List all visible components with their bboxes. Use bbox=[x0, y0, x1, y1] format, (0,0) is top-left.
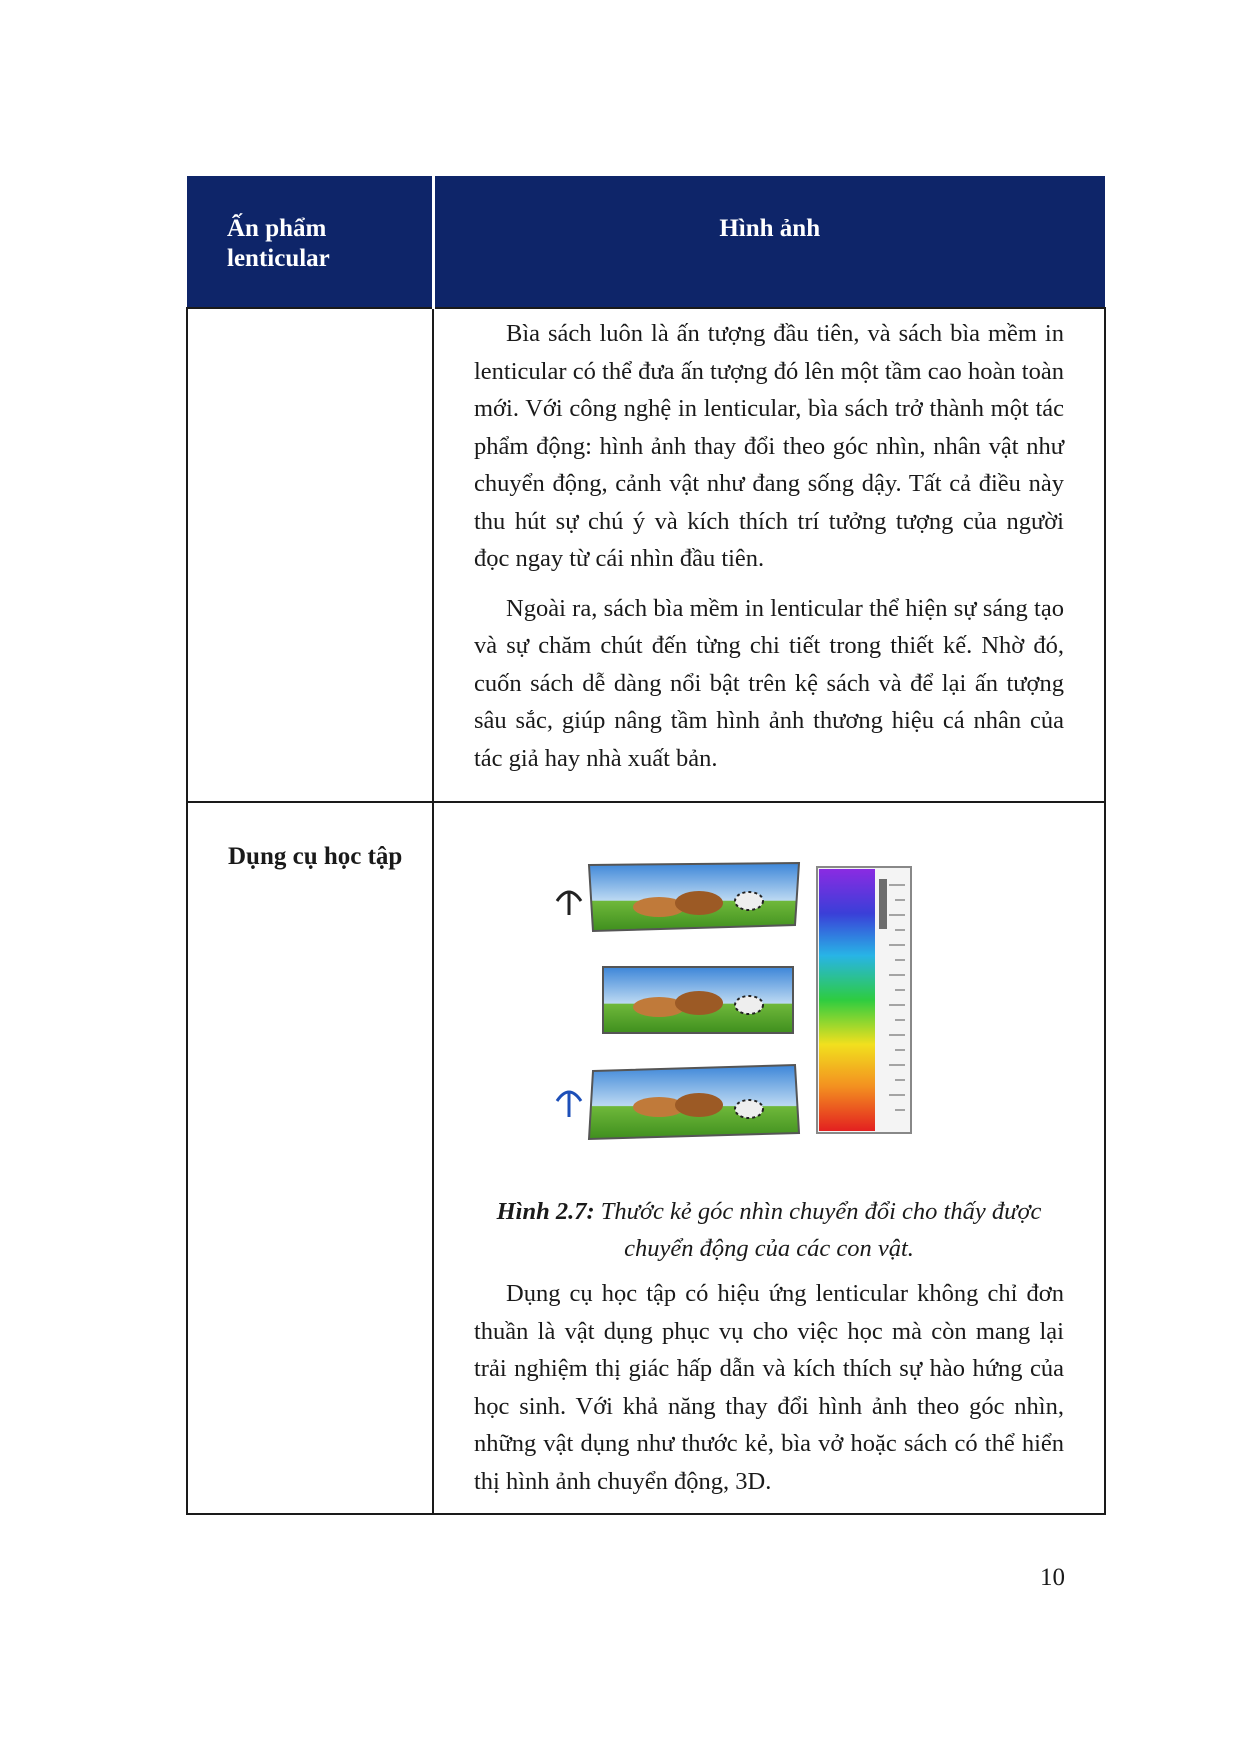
table-row bbox=[187, 308, 1105, 802]
animal-panel-bottom bbox=[589, 1065, 799, 1139]
paragraph: Dụng cụ học tập có hiệu ứng lenticular không chỉ đơn thuần là vật dụng phục vụ cho việc học mà còn mang lại trải nghiệm thị giác hấp dẫn và kích thích sự hào hứng của học sinh. Với khả năng thay đổi hình ảnh theo góc nhìn, những vật dụng như thước kẻ, bìa vở hoặc sách có thể hiển thị hình ảnh chuyển động, 3D. bbox=[474, 1280, 1064, 1495]
lenticular-ruler-image bbox=[549, 855, 989, 1175]
row-label bbox=[187, 308, 433, 802]
ruler bbox=[817, 867, 911, 1133]
lenticular-products-table bbox=[186, 176, 1106, 1515]
rotate-arrow-icon-bottom bbox=[557, 1091, 581, 1117]
page-number: 10 bbox=[1040, 1564, 1065, 1591]
paragraph: Ngoài ra, sách bìa mềm in lenticular thể hiện sự sáng tạo và sự chăm chút đến từng chi tiết trong thiết kế. Nhờ đó, cuốn sách dễ dàng nổi bật trên kệ sách và để lại ấn tượng sâu sắc, giúp nâng tầm hình ảnh thương hiệu cá nhân của tác giả hay nhà xuất bản. bbox=[474, 594, 1064, 772]
row-label: Dụng cụ học tập bbox=[187, 802, 433, 1514]
animal-panel-middle bbox=[603, 967, 793, 1033]
table-header-row bbox=[187, 176, 1105, 308]
row-content bbox=[433, 308, 1105, 802]
table-row bbox=[187, 802, 1105, 1514]
lenticular-ruler-figure bbox=[549, 855, 989, 1175]
animal-panel-top bbox=[589, 863, 799, 931]
figure-caption bbox=[474, 1193, 1064, 1267]
header-product: Ấn phẩm lenticular bbox=[187, 176, 433, 308]
rotate-arrow-icon-top bbox=[557, 891, 581, 915]
row-content bbox=[433, 802, 1105, 1514]
figure-caption-text: Thước kẻ góc nhìn chuyển đổi cho thấy được chuyển động của các con vật. bbox=[600, 1198, 1042, 1262]
figure-caption-label: Hình 2.7: bbox=[496, 1198, 595, 1225]
paragraph: Bìa sách luôn là ấn tượng đầu tiên, và sách bìa mềm in lenticular có thể đưa ấn tượng đó lên một tầm cao hoàn toàn mới. Với công nghệ in lenticular, bìa sách trở thành một tác phẩm động: hình ảnh thay đổi theo góc nhìn, nhân vật như chuyển động, cảnh vật như đang sống dậy. Tất cả điều này thu hút sự chú ý và kích thích trí tưởng tượng của người đọc ngay từ cái nhìn đầu tiên. bbox=[474, 320, 1064, 572]
header-image: Hình ảnh bbox=[433, 176, 1105, 308]
